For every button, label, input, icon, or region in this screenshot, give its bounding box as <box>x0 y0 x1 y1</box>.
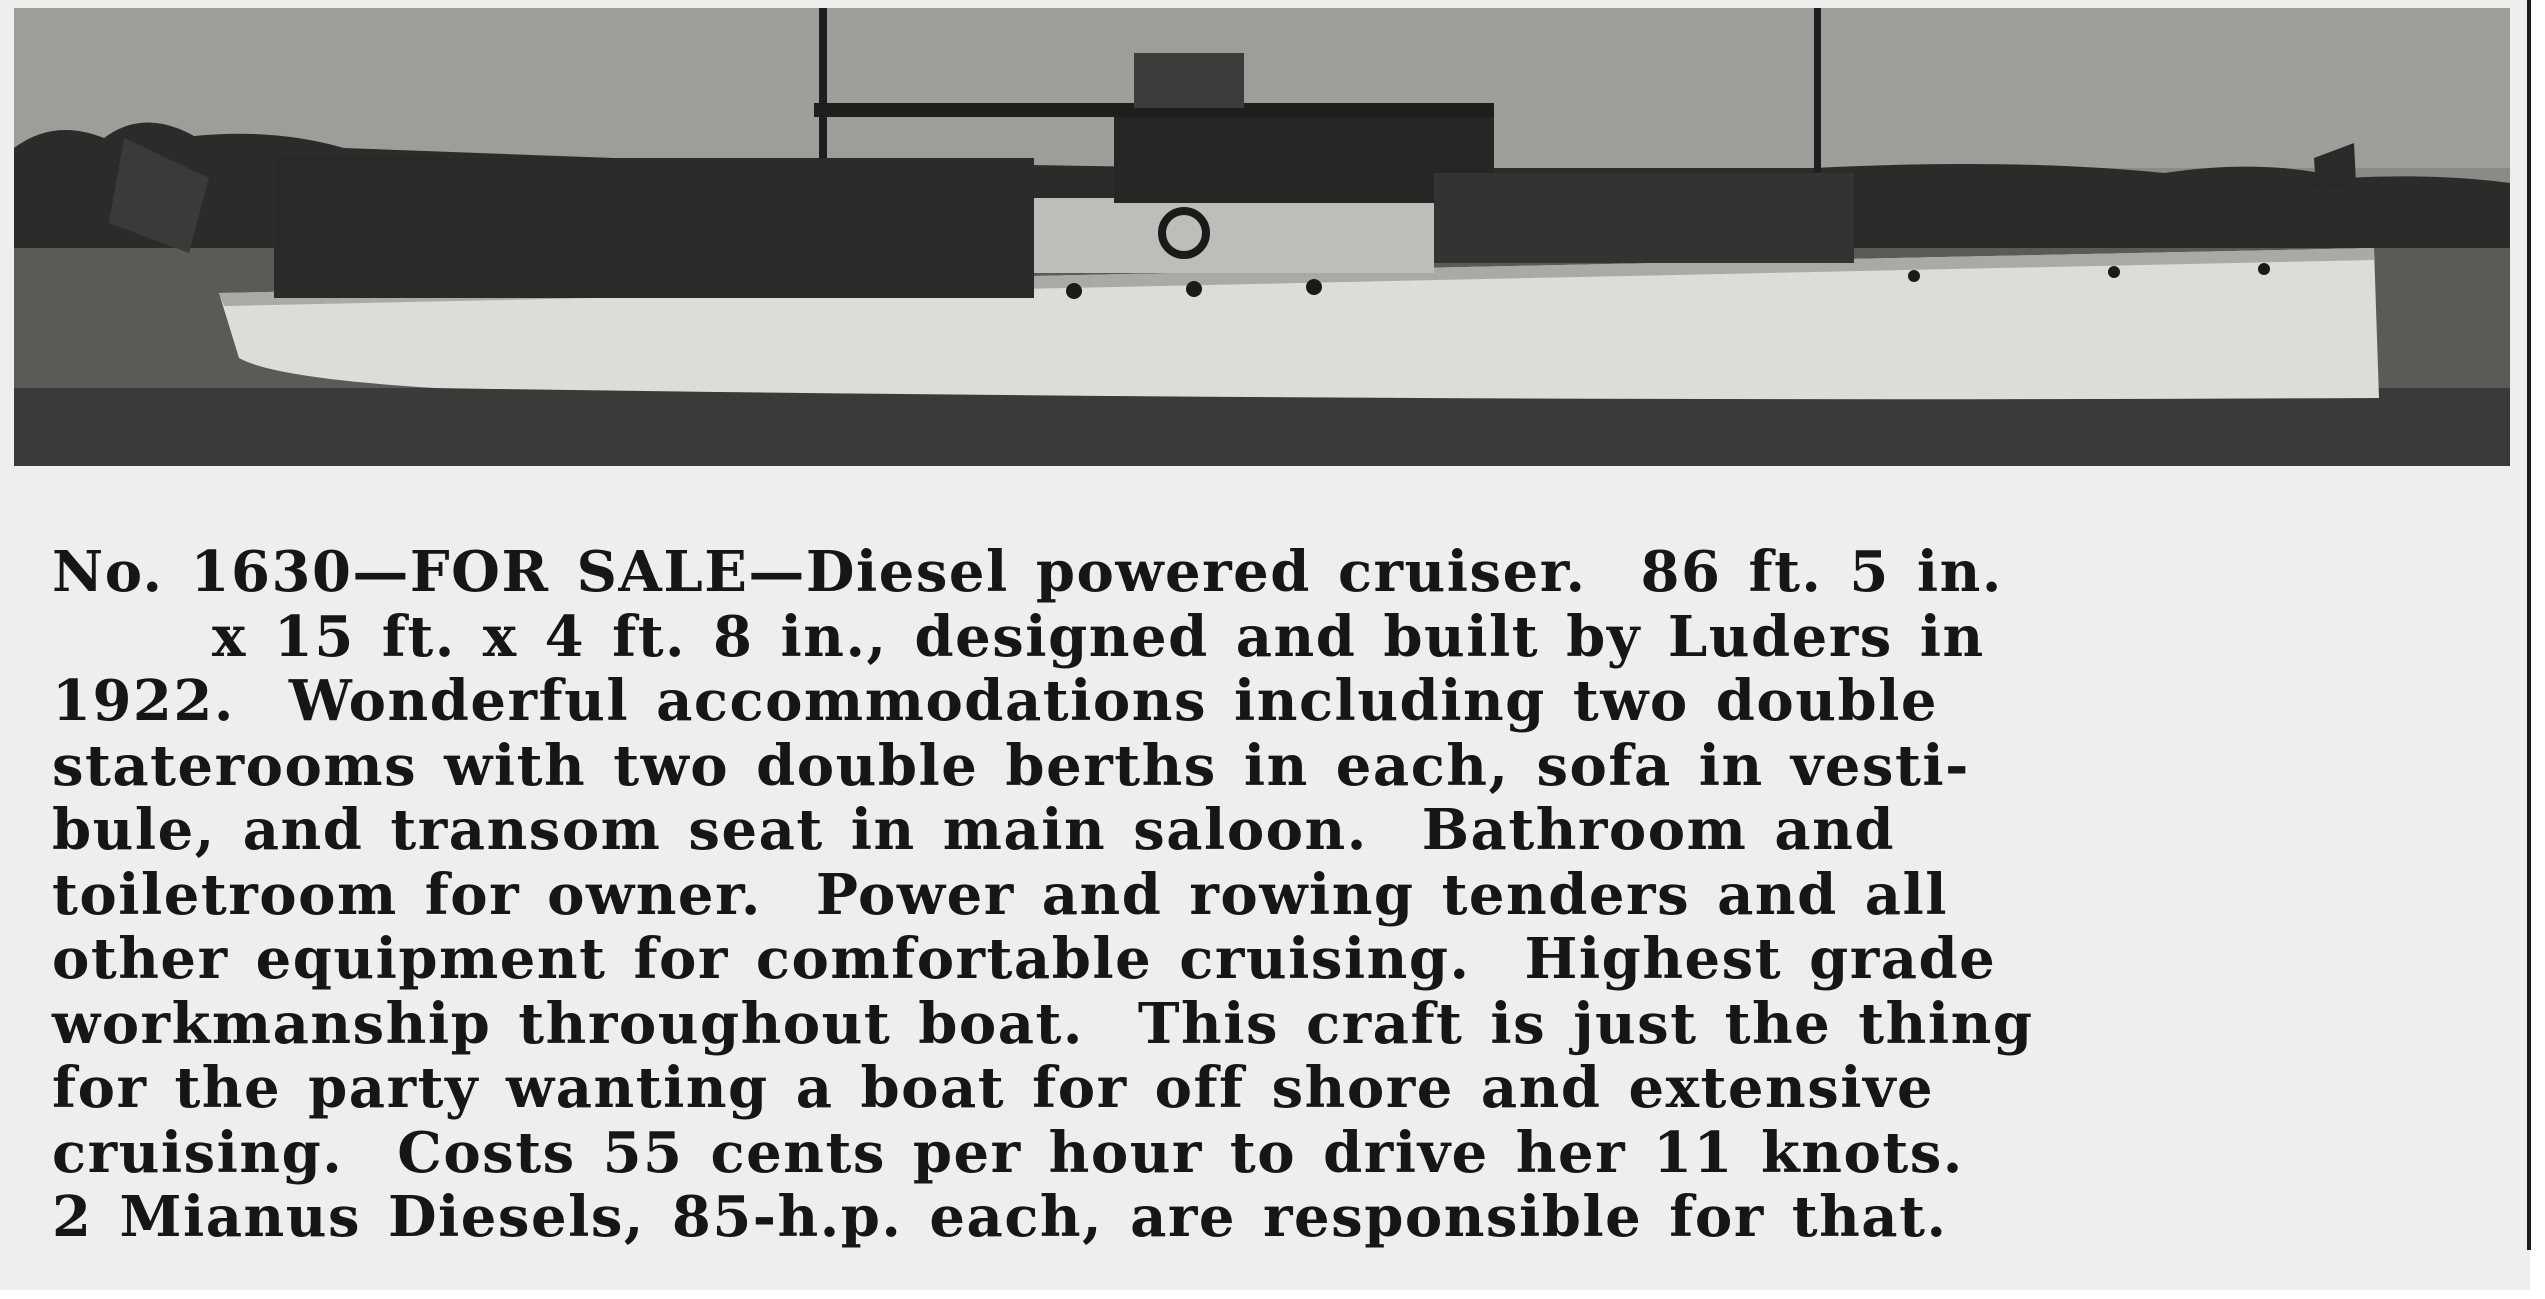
photo-porthole <box>2108 266 2120 278</box>
photo-porthole <box>1306 279 1322 295</box>
ad-line: 2 Mianus Diesels, 85-h.p. each, are responsible for that. <box>52 1184 1948 1250</box>
photo-aft-cabin <box>274 158 1034 298</box>
ad-line: 1922. Wonderful accommodations including two double <box>52 668 1939 734</box>
photo-forward-cabin <box>1434 173 1854 263</box>
ad-line: x 15 ft. x 4 ft. 8 in., designed and built by Luders in <box>212 603 1985 670</box>
photo-porthole <box>1186 281 1202 297</box>
clipping-edge-rule <box>2527 0 2531 1250</box>
photo-deckhouse <box>1034 198 1434 273</box>
ad-line: bule, and transom seat in main saloon. Bathroom and <box>52 797 1896 863</box>
photo-water-shadow <box>14 388 2510 466</box>
ad-line: workmanship throughout boat. This craft is just the thing <box>52 990 2034 1057</box>
cruiser-photo-drawing <box>14 8 2510 466</box>
photo-aft-mast <box>819 8 827 158</box>
ad-line: staterooms with two double berths in each, sofa in vesti- <box>52 732 1970 799</box>
cruiser-photo <box>14 8 2510 466</box>
advertisement-text <box>52 540 2452 1250</box>
photo-porthole <box>1066 283 1082 299</box>
photo-fore-mast <box>1814 8 1821 173</box>
photo-porthole <box>1908 270 1920 282</box>
ad-line: for the party wanting a boat for off shore and extensive <box>52 1055 1935 1121</box>
ad-line: No. 1630—FOR SALE—Diesel powered cruiser. 86 ft. 5 in. <box>52 539 2003 605</box>
photo-porthole <box>2258 263 2270 275</box>
ad-line: other equipment for comfortable cruising. Highest grade <box>52 926 1997 992</box>
ad-line: toiletroom for owner. Power and rowing tenders and all <box>52 861 1949 928</box>
ad-line: cruising. Costs 55 cents per hour to drive her 11 knots. <box>52 1119 1964 1186</box>
photo-funnel <box>1134 53 1244 108</box>
